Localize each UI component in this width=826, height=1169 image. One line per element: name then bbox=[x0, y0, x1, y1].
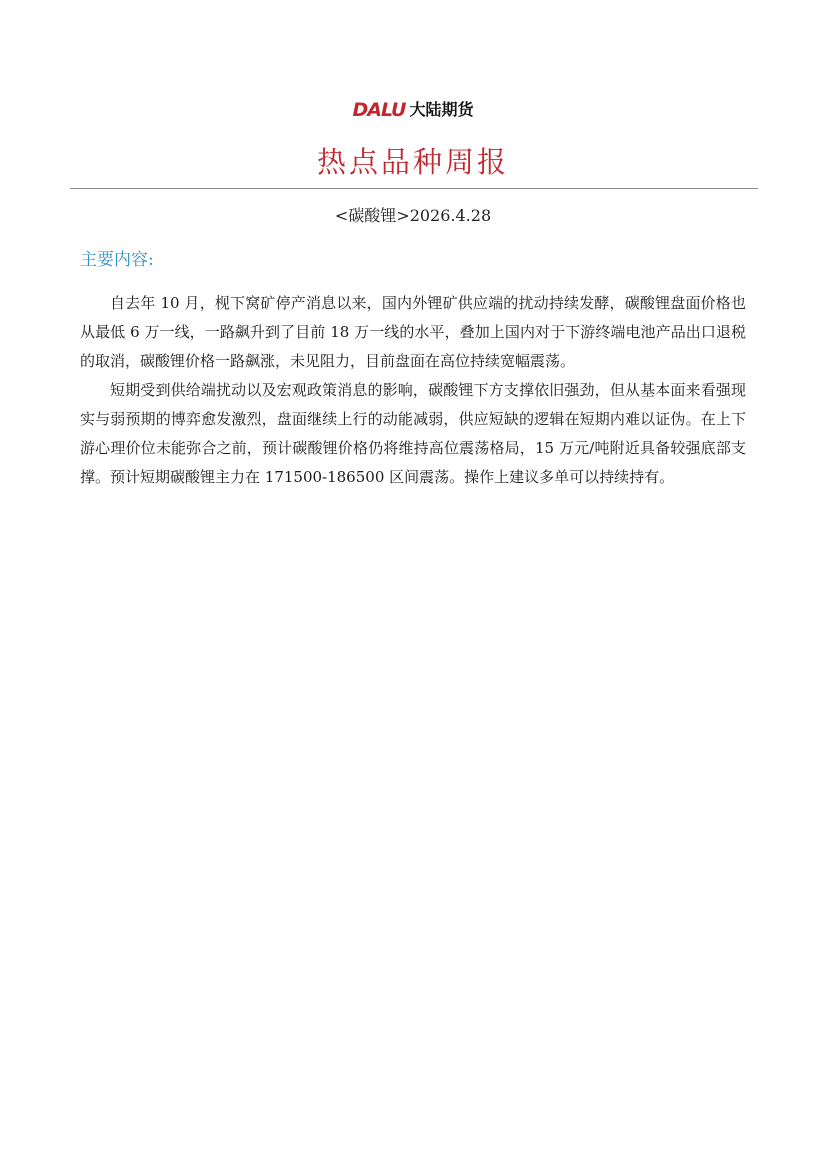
report-subtitle: <碳酸锂>2026.4.28 bbox=[334, 206, 492, 225]
title-divider bbox=[70, 188, 758, 189]
paragraph-1: 自去年 10 月，枧下窝矿停产消息以来，国内外锂矿供应端的扰动持续发酵，碳酸锂盘面价格也从最低 6 万一线，一路飙升到了目前 18 万一线的水平，叠加上国内对于下游终端电池产品出口退税的取消，碳酸锂价格一路飙涨，未见阻力，目前盘面在高位持续宽幅震荡。 bbox=[80, 294, 746, 370]
report-body bbox=[80, 289, 746, 492]
logo-mark: DALU bbox=[352, 99, 406, 121]
logo-text: 大陆期货 bbox=[409, 100, 474, 119]
section-heading: 主要内容: bbox=[80, 250, 154, 270]
paragraph-2: 短期受到供给端扰动以及宏观政策消息的影响，碳酸锂下方支撑依旧强劲，但从基本面来看强现实与弱预期的博弈愈发激烈，盘面继续上行的动能减弱，供应短缺的逻辑在短期内难以证伪。在上下游心理价位未能弥合之前，预计碳酸锂价格仍将维持高位震荡格局，15 万元/吨附近具备较强底部支撑。预计短期碳酸锂主力在 171500-186500 区间震荡。操作上建议多单可以持续持有。 bbox=[80, 381, 746, 486]
report-title: 热点品种周报 bbox=[316, 145, 509, 179]
company-logo bbox=[0, 100, 826, 120]
